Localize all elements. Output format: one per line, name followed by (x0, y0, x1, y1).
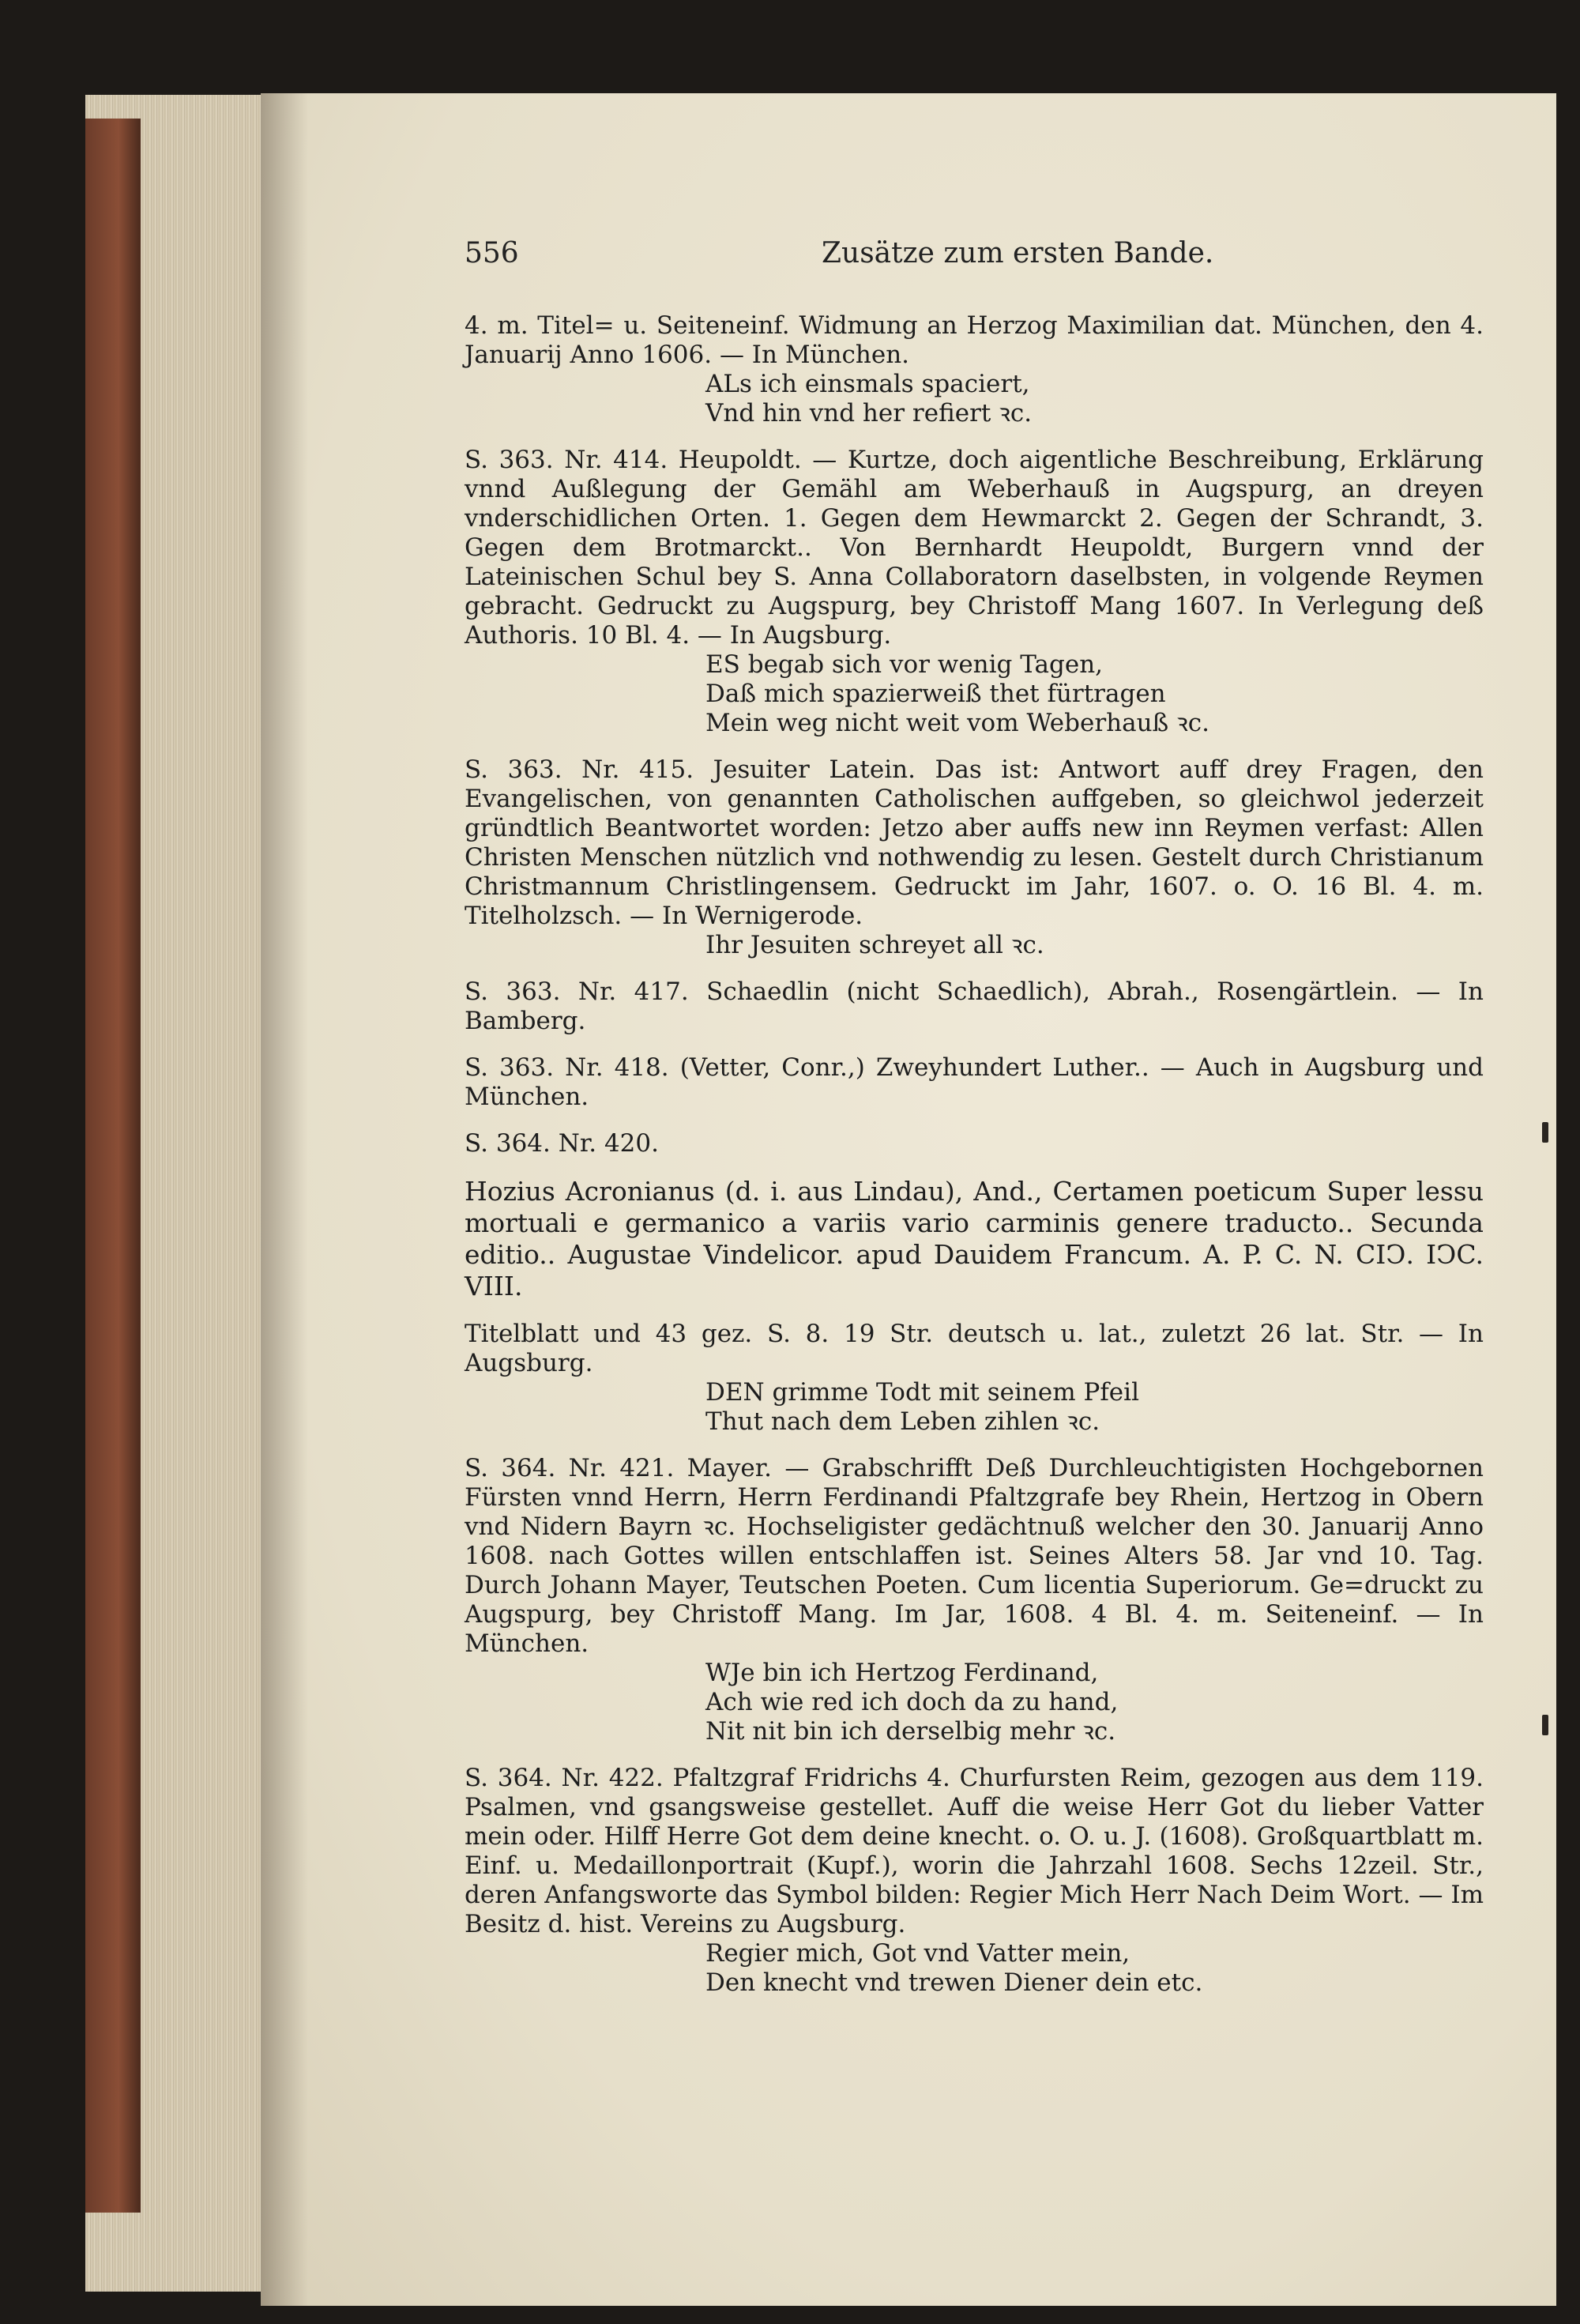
verse-line: Daß mich spazierweiß thet fürtragen (705, 680, 1166, 708)
running-header (465, 237, 1484, 281)
margin-mark (1542, 1715, 1548, 1735)
verse-line: Den knecht vnd trewen Diener dein etc. (705, 1968, 1203, 1997)
entry-text: S. 363. Nr. 415. Jesuiter Latein. Das ist: Antwort auff drey Fragen, den Evangelischen, von genannten Catholischen auffgeben, so gleichwol jederzeit gründtlich Beantwortet worden: Jetzo aber auffs new inn Reymen verfast: Allen Christen Menschen nützlich vnd nothwendig zu lesen. Gestelt durch Christianum Christmannum Christlingensem. Gedruckt im Jahr, 1607. o. O. 16 Bl. 4. m. Titelholzsch. — In Wernigerode. (465, 755, 1484, 930)
verse-line: Thut nach dem Leben zihlen ꝛc. (705, 1407, 1100, 1436)
entry-text: S. 363. Nr. 418. (Vetter, Conr.,) Zweyhundert Luther.. — Auch in Augsburg und München. (465, 1053, 1484, 1111)
entry-text: S. 364. Nr. 420. (465, 1129, 659, 1158)
verse-line: Mein weg nicht weit vom Weberhauß ꝛc. (705, 709, 1210, 737)
bibliography-entry (465, 1129, 1484, 1158)
verse-line: Ach wie red ich doch da zu hand, (705, 1688, 1119, 1716)
page-number: 556 (465, 237, 519, 269)
bibliography-entry (465, 1320, 1484, 1437)
margin-mark (1542, 1122, 1548, 1143)
entry-text: Hozius Acronianus (d. i. aus Lindau), And., Certamen poeticum Super lessu mortuali e germanico a variis vario carminis genere traducto.. Secunda editio.. Augustae Vindelicor. apud Dauidem Francum. A. P. C. N. CIↃ. IↃC. VIII. (465, 1176, 1484, 1301)
verse-line: ALs ich einsmals spaciert, (705, 370, 1030, 398)
entry-text: 4. m. Titel= u. Seiteneinf. Widmung an Herzog Maximilian dat. München, den 4. Januarij Anno 1606. — In München. (465, 311, 1484, 369)
verse-line: Ihr Jesuiten schreyet all ꝛc. (705, 931, 1044, 959)
page-gutter-shadow (261, 93, 308, 2306)
running-title: Zusätze zum ersten Bande. (822, 237, 1214, 269)
entry-text: Titelblatt und 43 gez. S. 8. 19 Str. deutsch u. lat., zuletzt 26 lat. Str. — In Augsburg. (465, 1320, 1484, 1377)
book-cover-edge (85, 119, 141, 2213)
bibliography-entry (465, 977, 1484, 1036)
bibliography-entry (465, 1454, 1484, 1746)
entry-text: S. 363. Nr. 417. Schaedlin (nicht Schaedlich), Abrah., Rosengärtlein. — In Bamberg. (465, 977, 1484, 1035)
bibliography-entry (465, 1053, 1484, 1112)
verse-line: ES begab sich vor wenig Tagen, (705, 650, 1104, 679)
entry-text: S. 364. Nr. 422. Pfaltzgraf Fridrichs 4. Churfursten Reim, gezogen aus dem 119. Psalmen, vnd gsangsweise gestellet. Auff die weise Herr Got du lieber Vatter mein oder. Hilff Herre Got dem deine knecht. o. O. u. J. (1608). Großquartblatt m. Einf. u. Medaillonportrait (Kupf.), worin die Jahrzahl 1608. Sechs 12zeil. Str., deren Anfangsworte das Symbol bilden: Regier Mich Herr Nach Deim Wort. — Im Besitz d. hist. Vereins zu Augsburg. (465, 1764, 1484, 1938)
entry-text: S. 364. Nr. 421. Mayer. — Grabschrifft Deß Durchleuchtigisten Hochgebornen Fürsten vnnd Herrn, Herrn Ferdinandi Pfaltzgrafe bey Rhein, Hertzog in Obern vnd Nidern Bayrn ꝛc. Hochseligister gedächtnuß welcher den 30. Januarij Anno 1608. nach Gottes willen entschlaffen ist. Seines Alters 58. Jar vnd 10. Tag. Durch Johann Mayer, Teutschen Poeten. Cum licentia Superiorum. Ge=druckt zu Augspurg, bey Christoff Mang. Im Jar, 1608. 4 Bl. 4. m. Seiteneinf. — In München. (465, 1454, 1484, 1658)
bibliography-entry (465, 1764, 1484, 1998)
verse-line: WJe bin ich Hertzog Ferdinand, (705, 1659, 1099, 1687)
bibliography-entry (465, 311, 1484, 428)
verse-line: Regier mich, Got vnd Vatter mein, (705, 1939, 1130, 1968)
bibliography-entry (465, 755, 1484, 960)
page-body (465, 311, 1484, 2015)
verse-line: Nit nit bin ich derselbig mehr ꝛc. (705, 1717, 1116, 1746)
verse-line: DEN grimme Todt mit seinem Pfeil (705, 1378, 1139, 1407)
entry-text: S. 363. Nr. 414. Heupoldt. — Kurtze, doch aigentliche Beschreibung, Erklärung vnnd Außlegung der Gemähl am Weberhauß in Augspurg, an dreyen vnderschidlichen Orten. 1. Gegen dem Hewmarckt 2. Gegen der Schrandt, 3. Gegen dem Brotmarckt.. Von Bernhardt Heupoldt, Burgern vnnd der Lateinischen Schul bey S. Anna Collaboratorn daselbsten, in volgende Reymen gebracht. Gedruckt zu Augspurg, bey Christoff Mang 1607. In Verlegung deß Authoris. 10 Bl. 4. — In Augsburg. (465, 446, 1484, 650)
bibliography-entry (465, 446, 1484, 738)
verse-line: Vnd hin vnd her refiert ꝛc. (705, 399, 1033, 428)
bibliography-entry (465, 1176, 1484, 1302)
